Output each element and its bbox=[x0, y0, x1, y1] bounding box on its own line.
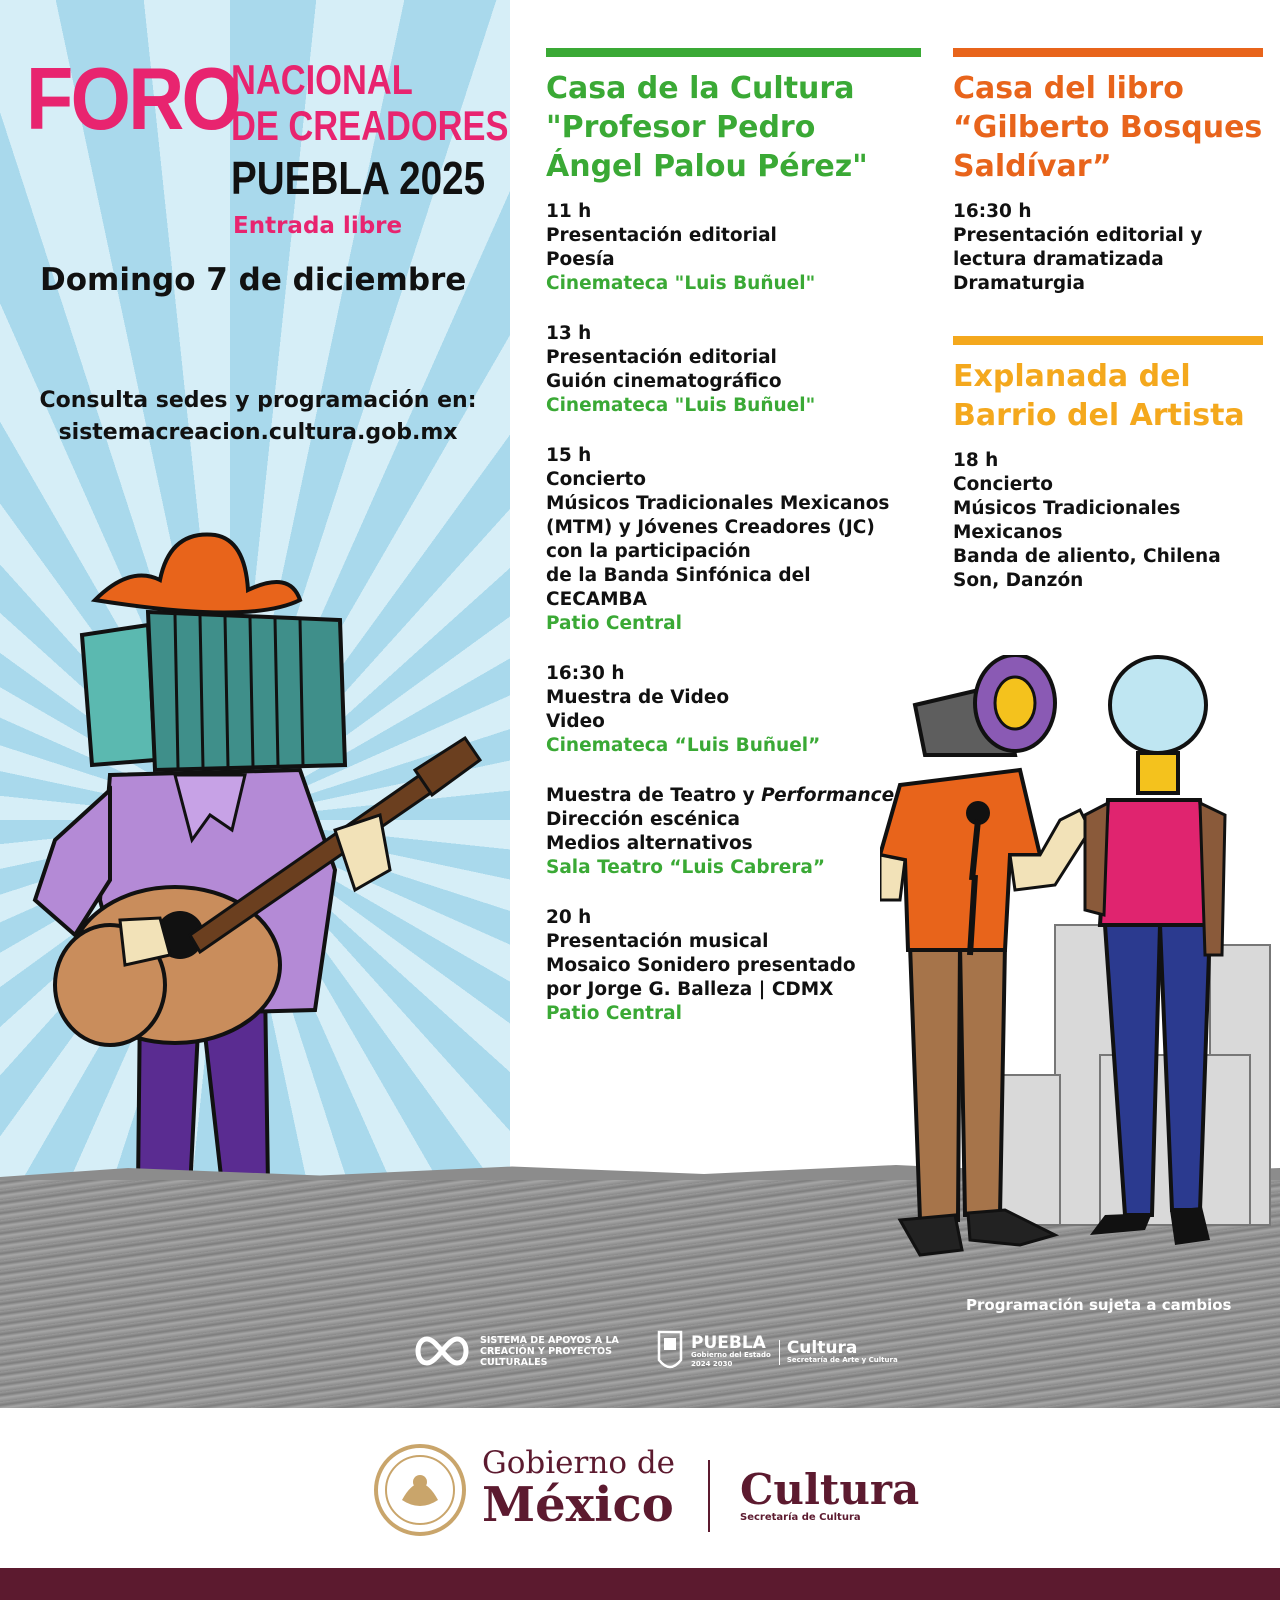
infinity-icon bbox=[412, 1334, 472, 1368]
event-line: Mosaico Sonidero presentado bbox=[546, 955, 856, 976]
event-time: 15 h bbox=[546, 445, 592, 466]
event-item bbox=[546, 322, 921, 418]
event-place: Cinemateca "Luis Buñuel" bbox=[546, 395, 816, 416]
cultura-small-label: Cultura bbox=[786, 1337, 858, 1358]
guitarist-illustration bbox=[0, 0, 510, 1230]
event-line: Video bbox=[546, 711, 605, 732]
event-item bbox=[546, 906, 921, 1026]
venue-name: Casa del libro “Gilberto Bosques Saldívar” bbox=[953, 71, 1263, 184]
event-item bbox=[546, 200, 921, 296]
subject-to-change-notice: Programación sujeta a cambios bbox=[966, 1296, 1232, 1314]
venue-casa-libro bbox=[953, 48, 1263, 322]
puebla-years: 2024 2030 bbox=[691, 1360, 733, 1368]
national-seal-icon bbox=[372, 1442, 468, 1538]
title-edition: PUEBLA 2025 bbox=[231, 152, 486, 204]
footer-bar bbox=[0, 1568, 1280, 1600]
event-time: 16:30 h bbox=[546, 663, 625, 684]
footer-divider bbox=[708, 1460, 710, 1532]
puebla-wordmark bbox=[691, 1335, 771, 1369]
gobierno-mexico-wordmark bbox=[482, 1445, 676, 1533]
footer bbox=[0, 1408, 1280, 1568]
event-line: Dirección escénica bbox=[546, 809, 740, 830]
event-place: Sala Teatro “Luis Cabrera” bbox=[546, 857, 826, 878]
event-item bbox=[546, 784, 921, 880]
event-line: Guión cinematográfico bbox=[546, 371, 782, 392]
sistema-logo bbox=[412, 1334, 630, 1368]
venue-name: Explanada del Barrio del Artista bbox=[953, 359, 1245, 433]
title-foro: FORO bbox=[26, 49, 240, 148]
event-time: 13 h bbox=[546, 323, 592, 344]
event-line: Mexicanos bbox=[953, 522, 1063, 543]
venue-explanada bbox=[953, 336, 1263, 619]
event-line: Poesía bbox=[546, 249, 615, 270]
title-nacional-line1: NACIONAL bbox=[231, 56, 413, 103]
title-nacional-line2: DE CREADORES bbox=[231, 102, 509, 149]
event-line: Concierto bbox=[953, 474, 1053, 495]
cultura-sub-label: Secretaría de Cultura bbox=[740, 1512, 861, 1523]
left-panel bbox=[0, 0, 510, 1230]
cultura-small-sub: Secretaría de Arte y Cultura bbox=[786, 1355, 898, 1364]
venue-color-bar bbox=[953, 48, 1263, 57]
cultura-wordmark bbox=[740, 1465, 920, 1523]
consult-url[interactable]: sistemacreacion.cultura.gob.mx bbox=[58, 420, 458, 445]
event-line: por Jorge G. Balleza | CDMX bbox=[546, 979, 834, 1000]
event-line: Muestra de Video bbox=[546, 687, 730, 708]
free-entry-label: Entrada libre bbox=[233, 213, 403, 239]
event-line: Medios alternativos bbox=[546, 833, 753, 854]
event-line: CECAMBA bbox=[546, 589, 647, 610]
event-place: Patio Central bbox=[546, 1003, 682, 1024]
event-line: (MTM) y Jóvenes Creadores (JC) bbox=[546, 517, 875, 538]
people-illustration bbox=[880, 655, 1280, 1295]
event-line: Presentación editorial bbox=[546, 225, 777, 246]
event-line: Presentación editorial y bbox=[953, 225, 1203, 246]
cultura-label: Cultura bbox=[740, 1465, 920, 1514]
sistema-label: SISTEMA DE APOYOS A LA CREACIÓN Y PROYECTOS CULTURALES bbox=[480, 1334, 619, 1368]
puebla-sub: Gobierno del Estado bbox=[691, 1351, 771, 1359]
consult-label: Consulta sedes y programación en: bbox=[39, 388, 477, 413]
mexico-label: México bbox=[482, 1477, 674, 1533]
event-time: 11 h bbox=[546, 201, 592, 222]
event-item bbox=[953, 449, 1263, 593]
event-time: 18 h bbox=[953, 450, 999, 471]
cultura-wordmark-small bbox=[779, 1337, 898, 1365]
event-line: Dramaturgia bbox=[953, 273, 1085, 294]
venue-color-bar bbox=[546, 48, 921, 57]
event-line: Son, Danzón bbox=[953, 570, 1084, 591]
event-line: Concierto bbox=[546, 469, 646, 490]
event-item bbox=[546, 662, 921, 758]
event-place: Patio Central bbox=[546, 613, 682, 634]
event-place: Cinemateca “Luis Buñuel” bbox=[546, 735, 821, 756]
event-line: con la participación bbox=[546, 541, 751, 562]
puebla-label: PUEBLA bbox=[691, 1333, 766, 1353]
event-place: Cinemateca "Luis Buñuel" bbox=[546, 273, 816, 294]
event-line: lectura dramatizada bbox=[953, 249, 1164, 270]
venue-name: Casa de la Cultura "Profesor Pedro Ángel Palou Pérez" bbox=[546, 71, 868, 184]
venue-casa-cultura bbox=[546, 48, 921, 1052]
event-item bbox=[953, 200, 1263, 296]
puebla-logo bbox=[657, 1330, 898, 1374]
event-line: Músicos Tradicionales Mexicanos bbox=[546, 493, 890, 514]
event-line: Presentación editorial bbox=[546, 347, 777, 368]
venue-color-bar bbox=[953, 336, 1263, 345]
event-line: de la Banda Sinfónica del bbox=[546, 565, 811, 586]
event-item bbox=[546, 444, 921, 636]
event-line bbox=[546, 784, 921, 808]
event-line: Presentación musical bbox=[546, 931, 769, 952]
partner-logos bbox=[0, 1330, 1280, 1380]
event-line: Músicos Tradicionales bbox=[953, 498, 1181, 519]
event-line-italic: Performance bbox=[761, 785, 895, 806]
event-date: Domingo 7 de diciembre bbox=[40, 262, 467, 298]
puebla-crest-icon bbox=[657, 1330, 683, 1374]
event-time: 16:30 h bbox=[953, 201, 1032, 222]
event-line: Banda de aliento, Chilena bbox=[953, 546, 1221, 567]
event-line-part: Muestra de Teatro y bbox=[546, 785, 762, 806]
event-time: 20 h bbox=[546, 907, 592, 928]
gobierno-label: Gobierno de bbox=[482, 1445, 676, 1481]
